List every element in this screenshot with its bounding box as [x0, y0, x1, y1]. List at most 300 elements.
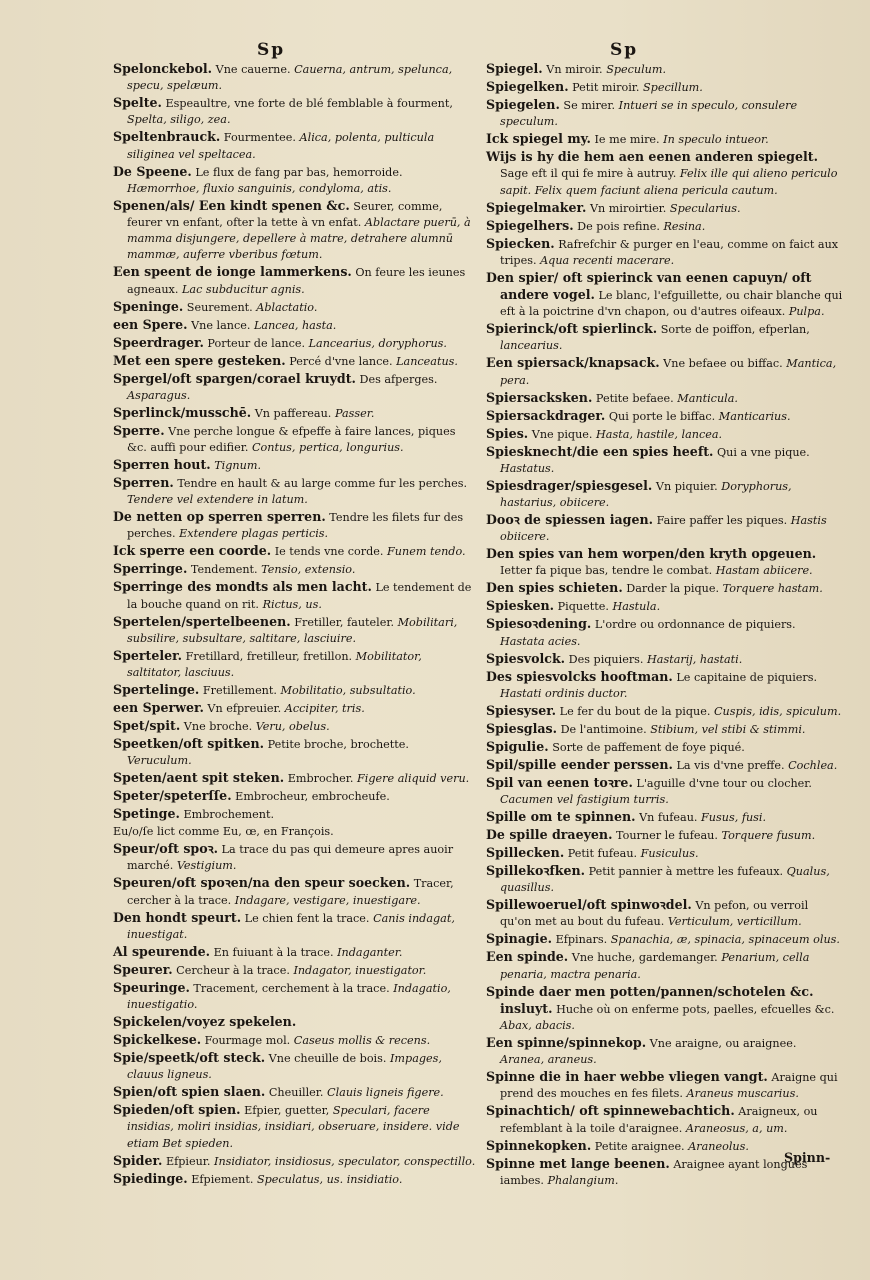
dictionary-entry	[113, 1171, 476, 1188]
entry-latin: In speculo intueor.	[663, 133, 769, 147]
entry-latin: Penarium, cella penaria, mactra penaria.	[500, 951, 810, 981]
dictionary-entry	[113, 264, 476, 297]
entry-headword: Spenen/als/ Een kindt spenen &c.	[113, 197, 350, 213]
entry-latin: Phalangium.	[547, 1173, 619, 1187]
entry-latin: Hastati ordinis ductor.	[500, 686, 628, 700]
entry-french: En fuiuant à la trace.	[213, 945, 334, 959]
dictionary-entry	[486, 200, 843, 217]
entry-latin: Lac subducitur agnis.	[181, 282, 305, 296]
entry-headword: Spinachtich/ oft spinnewebachtich.	[486, 1103, 735, 1119]
entry-headword: Sperringe.	[113, 561, 188, 577]
entry-latin: Indagatio, inuestigatio.	[127, 981, 451, 1012]
entry-french: Faire paffer les piques.	[656, 514, 788, 528]
entry-headword: Speurer.	[113, 961, 173, 977]
entry-headword: Spillekoꝛfken.	[486, 863, 586, 879]
entry-headword: Spiesken.	[486, 598, 555, 614]
entry-headword: Spertelinge.	[113, 682, 200, 698]
entry-latin: Tendere vel extendere in latum.	[127, 493, 308, 507]
entry-latin: Verticulum, verticillum.	[667, 915, 802, 929]
entry-french: Fretillard, fretilleur, fretillon.	[185, 649, 353, 663]
entry-latin: Mobilitatio, subsultatio.	[280, 684, 416, 698]
entry-latin: Caseus mollis & recens.	[293, 1034, 431, 1048]
entry-latin: Specillum.	[643, 81, 703, 94]
entry-french: De l'antimoine.	[560, 722, 647, 736]
entry-latin: Spanachia, æ, spinacia, spinaceum olus.	[610, 933, 840, 947]
entry-latin: Qualus, quasillus.	[500, 865, 830, 895]
entry-french: On feure les ieunes agneaux.	[127, 266, 466, 296]
dictionary-entry	[486, 1035, 843, 1068]
dictionary-entry	[486, 897, 843, 930]
entry-latin: Cuspis, idis, spiculum.	[713, 704, 842, 718]
entry-headword: Speuringe.	[113, 979, 190, 995]
entry-french: Petit pannier à mettre les fufeaux.	[588, 865, 784, 879]
entry-latin: Hastata acies.	[500, 634, 581, 648]
entry-french: Petite araignee.	[594, 1139, 685, 1153]
entry-headword: Speuren/oft spoꝛen/na den speur soecken.	[113, 875, 411, 891]
entry-latin: Indaganter.	[337, 945, 403, 959]
dictionary-entry	[113, 1102, 476, 1152]
entry-french: Efpinars.	[555, 933, 608, 947]
dictionary-entry	[486, 444, 843, 477]
dictionary-entry	[113, 423, 476, 456]
dictionary-entry	[486, 355, 843, 388]
entry-french: Vn paffereau.	[254, 406, 332, 420]
entry-latin: Extendere plagas perticis.	[179, 527, 329, 541]
dictionary-entry	[486, 580, 843, 597]
entry-french: Eu/o/ſe lict comme Eu, œ, en François.	[113, 825, 334, 839]
entry-headword: Spiesdrager/spiesgesel.	[486, 477, 653, 493]
entry-headword: Spiegelhers.	[486, 217, 574, 233]
entry-headword: Speerdrager.	[113, 334, 204, 350]
dictionary-entry	[113, 718, 476, 735]
entry-french: Le chien fent la trace.	[244, 911, 370, 925]
entry-latin: Speculum.	[606, 63, 667, 76]
entry-headword: Spille om te spinnen.	[486, 809, 636, 825]
entry-french: Le fer du bout de la pique.	[559, 704, 711, 718]
entry-latin: Stibium, vel stibi & stimmi.	[650, 722, 806, 736]
dictionary-entry	[486, 827, 843, 844]
dictionary-entry	[486, 390, 843, 407]
entry-latin: Clauis ligneis figere.	[327, 1086, 444, 1100]
dictionary-entry	[486, 131, 843, 148]
entry-french: Le blanc, l'efguillette, ou chair blanche qui eft à la poictrine d'vn chapon, ou d'autres oifeaux.	[500, 289, 843, 319]
entry-latin: Manticula.	[677, 391, 738, 405]
dictionary-entry	[486, 218, 843, 235]
dictionary-entry	[113, 841, 476, 874]
dictionary-entry	[486, 703, 843, 720]
entry-french: Vne cheuille de bois.	[268, 1052, 387, 1066]
dictionary-entry	[113, 129, 476, 162]
right-column	[486, 61, 843, 1190]
entry-french: Efpieur.	[165, 1154, 211, 1168]
entry-headword: Spiesyser.	[486, 702, 557, 718]
entry-latin: Intueri se in speculo, consulere speculum.	[500, 99, 798, 129]
entry-french: Tendre en hault & au large comme fur les perches.	[177, 477, 468, 491]
entry-french: Vn miroir.	[546, 63, 603, 76]
entry-headword: Ick spiegel my.	[486, 131, 591, 147]
left-column	[113, 61, 476, 1189]
dictionary-entry	[486, 721, 843, 738]
entry-french: De pois refine.	[577, 219, 660, 233]
entry-french: Rafrefchir & purger en l'eau, comme on faict aux tripes.	[500, 237, 839, 267]
entry-headword: Spinde daer men potten/pannen/schotelen &c. insluyt.	[486, 983, 814, 1016]
dictionary-entry	[113, 405, 476, 422]
dictionary-entry	[113, 299, 476, 316]
entry-latin: Indagare, vestigare, inuestigare.	[234, 893, 421, 907]
entry-headword: Sperre.	[113, 422, 165, 438]
entry-headword: Spiesvolck.	[486, 650, 566, 666]
dictionary-entry	[486, 616, 843, 649]
dictionary-entry	[113, 1014, 476, 1031]
dictionary-entry	[113, 648, 476, 681]
entry-latin: Accipiter, tris.	[284, 702, 365, 716]
entry-headword: Spien/oft spien slaen.	[113, 1084, 266, 1100]
entry-latin: Speculatus, us. insidiatio.	[256, 1172, 403, 1186]
entry-latin: Cauerna, antrum, spelunca, specu, spelæum.	[127, 63, 453, 93]
entry-french: Des afperges.	[359, 372, 438, 386]
entry-headword: Den spies schieten.	[486, 580, 623, 596]
entry-french: Cercheur à la trace.	[176, 963, 290, 977]
entry-latin: Araneus muscarius.	[686, 1087, 799, 1101]
entry-french: La trace du pas qui demeure apres auoir marché.	[127, 843, 454, 873]
entry-headword: Spies.	[486, 425, 529, 441]
entry-headword: Spil van eenen toꝛre.	[486, 774, 633, 790]
entry-latin: Tignum.	[214, 459, 261, 473]
dictionary-entry	[113, 736, 476, 769]
dictionary-entry	[113, 910, 476, 943]
dictionary-entry	[486, 236, 843, 269]
entry-french: Le tendement de la bouche quand on rit.	[127, 581, 472, 611]
dictionary-entry	[113, 788, 476, 805]
entry-latin: Ablactare puerū, à mamma disjungere, depellere à matre, detrahere alumnū mammæ, auferre vberibus fœtum.	[127, 216, 471, 262]
dictionary-entry	[113, 1050, 476, 1083]
entry-headword: Speninge.	[113, 298, 184, 314]
entry-latin: Mobilitari, subsilire, subsultare, saltitare, lasciuire.	[127, 615, 458, 645]
entry-french: Araignee ayant longues iambes.	[500, 1157, 808, 1187]
entry-french: Embrocheur, embrocheufe.	[235, 790, 390, 804]
entry-headword: De netten op sperren sperren.	[113, 509, 326, 525]
entry-headword: Spiedinge.	[113, 1170, 188, 1186]
catchword: Spinn-	[784, 1150, 831, 1165]
entry-latin: Abax, abacis.	[500, 1019, 575, 1033]
dictionary-entry	[486, 775, 843, 808]
entry-latin: Ablactatio.	[256, 300, 318, 314]
dictionary-entry	[486, 97, 843, 130]
entry-french: Vne cauerne.	[215, 63, 291, 76]
entry-french: L'aguille d'vne tour ou clocher.	[636, 776, 812, 790]
entry-latin: Veruculum.	[127, 754, 192, 768]
entry-headword: Een speent de ionge lammerkens.	[113, 264, 352, 280]
dictionary-entry	[113, 614, 476, 647]
dictionary-entry	[113, 962, 476, 979]
entry-latin: Spelta, siligo, zea.	[127, 113, 231, 127]
entry-headword: Ick sperre een coorde.	[113, 543, 272, 559]
entry-french: Vn piquier.	[655, 479, 718, 493]
entry-headword: Spiesoꝛdening.	[486, 616, 592, 632]
entry-french: Vn fufeau.	[639, 811, 698, 825]
dictionary-entry	[486, 426, 843, 443]
dictionary-entry	[113, 682, 476, 699]
entry-headword: Speetken/oft spitken.	[113, 736, 265, 752]
entry-latin: Araneolus.	[688, 1139, 749, 1153]
entry-headword: Spinnekopken.	[486, 1137, 592, 1153]
entry-latin: Veru, obelus.	[255, 720, 330, 734]
entry-french: Des piquiers.	[568, 652, 644, 666]
dictionary-entry	[486, 408, 843, 425]
entry-french: Ietter fa pique bas, tendre le combat.	[500, 564, 713, 578]
entry-latin: Fusiculus.	[640, 847, 699, 861]
entry-latin: Doryphorus, hastarius, obiicere.	[500, 479, 792, 510]
page-header-left: Sp	[257, 40, 286, 60]
page-header-right: Sp	[610, 40, 639, 60]
entry-latin: Indagator, inuestigator.	[293, 963, 427, 977]
entry-french: Qui porte le biffac.	[608, 409, 716, 423]
entry-french: Ie tends vne corde.	[274, 545, 384, 559]
entry-headword: Spiecken.	[486, 235, 555, 251]
entry-headword: Spinne die in haer webbe vliegen vangt.	[486, 1069, 768, 1085]
entry-headword: Spiegelmaker.	[486, 199, 587, 215]
entry-french: Tendement.	[190, 563, 258, 577]
entry-headword: Spiegel.	[486, 61, 543, 76]
dictionary-entry	[486, 984, 843, 1035]
entry-headword: Met een spere gesteken.	[113, 352, 286, 368]
dictionary-entry	[486, 863, 843, 896]
entry-headword: Sperlinck/musschē.	[113, 404, 252, 420]
dictionary-entry	[113, 335, 476, 352]
dictionary-entry	[113, 1032, 476, 1049]
entry-headword: Spiersacksken.	[486, 389, 593, 405]
entry-headword: Speter/speterſſe.	[113, 788, 232, 804]
entry-latin: Araneosus, a, um.	[685, 1121, 788, 1135]
entry-latin: Passer.	[334, 406, 375, 420]
entry-latin: Figere aliquid veru.	[357, 772, 470, 786]
dictionary-entry	[486, 651, 843, 668]
dictionary-entry	[113, 561, 476, 578]
entry-latin: Vestigium.	[176, 859, 237, 873]
entry-latin: Contus, pertica, longurius.	[251, 441, 404, 455]
entry-latin: Fusus, fusi.	[701, 811, 767, 825]
entry-headword: Spigulie.	[486, 738, 549, 754]
entry-french: Vn miroirtier.	[589, 201, 667, 215]
entry-french: Porteur de lance.	[207, 336, 306, 350]
entry-latin: Hæmorrhoe, fluxio sanguinis, condyloma, atis.	[127, 181, 392, 195]
dictionary-entry	[113, 543, 476, 560]
dictionary-entry	[486, 669, 843, 702]
entry-french: Vne araigne, ou araignee.	[649, 1037, 797, 1051]
dictionary-entry	[113, 1084, 476, 1101]
dictionary-entry	[113, 457, 476, 474]
entry-headword: Spie/speetk/oft steck.	[113, 1050, 266, 1066]
dictionary-entry	[113, 806, 476, 823]
entry-french: Efpier, guetter,	[244, 1104, 330, 1118]
entry-french: L'ordre ou ordonnance de piquiers.	[594, 618, 796, 632]
dictionary-entry	[113, 944, 476, 961]
entry-latin: Specularius.	[669, 201, 741, 215]
entry-headword: Spelonckebol.	[113, 61, 213, 76]
dictionary-entry	[486, 1069, 843, 1102]
entry-latin: Hasta, hastile, lancea.	[596, 427, 723, 441]
dictionary-entry	[486, 321, 843, 354]
entry-french: Araigneux, ou refemblant à la toile d'araignee.	[500, 1105, 818, 1135]
entry-headword: Spiegelken.	[486, 79, 569, 94]
entry-headword: Spinne met lange beenen.	[486, 1155, 670, 1171]
entry-latin: Funem tendo.	[387, 545, 466, 559]
entry-headword: Spinagie.	[486, 931, 552, 947]
entry-latin: Manticarius.	[718, 409, 791, 423]
entry-headword: een Spere.	[113, 316, 188, 332]
dictionary-entry	[486, 512, 843, 545]
entry-headword: Spetinge.	[113, 806, 180, 822]
entry-headword: Al speurende.	[113, 943, 211, 959]
entry-latin: Impages, clauus ligneus.	[127, 1052, 442, 1082]
entry-french: Vne huche, gardemanger.	[571, 951, 718, 965]
entry-french: Vne lance.	[191, 318, 251, 332]
entry-french: Ie me mire.	[594, 133, 660, 147]
entry-french: Embrocher.	[287, 772, 354, 786]
entry-headword: Spierinck/oft spierlinck.	[486, 321, 658, 337]
entry-latin: Canis indagat, inuestigat.	[127, 911, 455, 941]
entry-latin: Mantica, pera.	[500, 357, 837, 387]
entry-french: Piquette.	[557, 600, 609, 614]
dictionary-entry	[486, 270, 843, 321]
entry-french: Tendre les filets fur des perches.	[127, 511, 464, 541]
entry-headword: Een spinde.	[486, 949, 569, 965]
dictionary-entry	[113, 164, 476, 197]
dictionary-entry	[486, 845, 843, 862]
dictionary-entry	[486, 809, 843, 826]
entry-latin: Lancea, hasta.	[254, 318, 337, 332]
entry-french: Petite befaee.	[595, 391, 674, 405]
dictionary-entry	[113, 95, 476, 128]
entry-headword: Spickelkese.	[113, 1032, 202, 1048]
entry-headword: Den spies van hem worpen/den kryth opgeuen.	[486, 546, 817, 562]
entry-headword: Sperringe des mondts als men lacht.	[113, 579, 372, 595]
entry-french: Darder la pique.	[626, 582, 720, 596]
dictionary-entry	[486, 61, 843, 78]
entry-headword: Spergel/oft spargen/corael kruydt.	[113, 370, 356, 386]
entry-latin: Torquere hastam.	[722, 582, 823, 596]
entry-french: Le capitaine de piquiers.	[676, 670, 818, 684]
entry-french: Petite broche, brochette.	[267, 738, 409, 752]
entry-french: Sorte de poiffon, efperlan,	[660, 323, 810, 337]
dictionary-entry	[486, 79, 843, 96]
entry-latin: Resina.	[663, 219, 706, 233]
entry-french: Vne befaee ou biffac.	[663, 357, 783, 371]
entry-latin: Hastula.	[612, 600, 661, 614]
entry-french: Sage eft il qui fe mire à autruy.	[500, 167, 677, 181]
entry-french: Tracement, cerchement à la trace.	[193, 981, 390, 995]
entry-latin: Hastam abiicere.	[715, 564, 813, 578]
entry-french: Tracer, cercher à la trace.	[127, 877, 454, 907]
entry-french: Petit fufeau.	[567, 847, 638, 861]
entry-headword: Spider.	[113, 1152, 163, 1168]
entry-french: Le flux de fang par bas, hemorroide.	[195, 165, 403, 179]
dictionary-entry	[486, 149, 843, 199]
entry-french: Fretillement.	[202, 684, 277, 698]
entry-latin: lancearius.	[500, 339, 563, 353]
entry-headword: Speltenbrauck.	[113, 129, 221, 145]
entry-headword: Een spinne/spinnekop.	[486, 1035, 647, 1051]
entry-headword: Spertelen/spertelbeenen.	[113, 613, 291, 629]
dictionary-entry	[113, 980, 476, 1013]
entry-latin: Felix ille qui alieno periculo sapit. Felix quem faciunt aliena pericula cautum.	[500, 167, 838, 197]
dictionary-entry	[486, 757, 843, 774]
dictionary-entry	[113, 770, 476, 787]
dictionary-entry	[486, 739, 843, 756]
entry-latin: Alica, polenta, pulticula siliginea vel speltacea.	[127, 131, 435, 161]
entry-headword: Dooꝛ de spiessen iagen.	[486, 512, 654, 528]
dictionary-entry	[113, 509, 476, 542]
entry-headword: Den hondt speurt.	[113, 909, 242, 925]
dictionary-entry	[486, 546, 843, 579]
dictionary-entry	[486, 1103, 843, 1136]
entry-latin: Hastatus.	[500, 461, 555, 475]
entry-latin: Lancearius, doryphorus.	[308, 336, 447, 350]
entry-latin: Torquere fusum.	[721, 829, 816, 843]
entry-french: Seurement.	[186, 300, 253, 314]
entry-french: Vn efpreuier.	[207, 702, 282, 716]
entry-french: Se mirer.	[563, 99, 616, 112]
entry-headword: Spillecken.	[486, 845, 565, 861]
entry-headword: Speten/aent spit steken.	[113, 770, 285, 786]
entry-latin: Asparagus.	[127, 388, 191, 402]
dictionary-entry	[113, 1153, 476, 1170]
entry-latin: Mobilitator, saltitator, lasciuus.	[127, 649, 422, 680]
entry-latin: Aranea, araneus.	[500, 1053, 597, 1067]
dictionary-entry	[113, 317, 476, 334]
dictionary-entry	[486, 478, 843, 511]
entry-french: Espeaultre, vne forte de blé femblable à fourment,	[165, 97, 453, 111]
entry-latin: Hastarij, hastati.	[647, 652, 743, 666]
entry-headword: Spillewoeruel/oft spinwoꝛdel.	[486, 897, 692, 913]
entry-french: Vne perche longue & efpeffe à faire lances, piques &c. auffi pour edifier.	[127, 424, 456, 455]
entry-headword: Een spiersack/knapsack.	[486, 355, 660, 371]
dictionary-entry	[113, 875, 476, 908]
entry-headword: Spelte.	[113, 95, 162, 111]
entry-headword: Spiegelen.	[486, 97, 560, 112]
entry-french: Sorte de paffement de foye piqué.	[552, 740, 745, 754]
dictionary-entry	[113, 61, 476, 94]
dictionary-entry	[113, 824, 476, 840]
entry-headword: een Sperwer.	[113, 700, 204, 716]
dictionary-entry	[113, 475, 476, 508]
dictionary-entry	[113, 700, 476, 717]
entry-latin: Lanceatus.	[396, 354, 458, 368]
entry-french: Embrochement.	[183, 808, 275, 822]
entry-latin: Hastis obiicere.	[500, 514, 827, 544]
entry-headword: Spil/spille eender perssen.	[486, 756, 673, 772]
entry-headword: Spieden/oft spien.	[113, 1102, 241, 1118]
dictionary-entry	[486, 598, 843, 615]
entry-headword: Spet/spit.	[113, 718, 181, 734]
entry-latin: Cacumen vel fastigium turris.	[500, 793, 669, 807]
entry-french: Vn pefon, ou verroil qu'on met au bout du fufeau.	[500, 899, 809, 929]
entry-headword: Wijs is hy die hem aen eenen anderen spiegelt.	[486, 149, 818, 165]
entry-headword: Spiesglas.	[486, 720, 558, 736]
entry-headword: Spiesknecht/die een spies heeft.	[486, 443, 714, 459]
entry-headword: Spickelen/voyez spekelen.	[113, 1014, 297, 1030]
entry-latin: Tensio, extensio.	[261, 563, 356, 577]
entry-french: Seurer, comme, feurer vn enfant, ofter la tette à vn enfat.	[127, 199, 443, 230]
entry-french: Qui a vne pique.	[717, 445, 810, 459]
entry-french: Fourmentee.	[223, 131, 296, 145]
entry-latin: Cochlea.	[788, 758, 838, 772]
entry-headword: Des spiesvolcks hooftman.	[486, 668, 673, 684]
entry-french: Fourmage mol.	[204, 1034, 291, 1048]
entry-french: Huche où on enferme pots, paelles, efcuelles &c.	[556, 1002, 835, 1016]
dictionary-entry	[113, 371, 476, 404]
entry-latin: Speculari, facere insidias, moliri insidias, insidiari, obseruare, insidere. vide etiam Bet spieden.	[127, 1104, 460, 1150]
